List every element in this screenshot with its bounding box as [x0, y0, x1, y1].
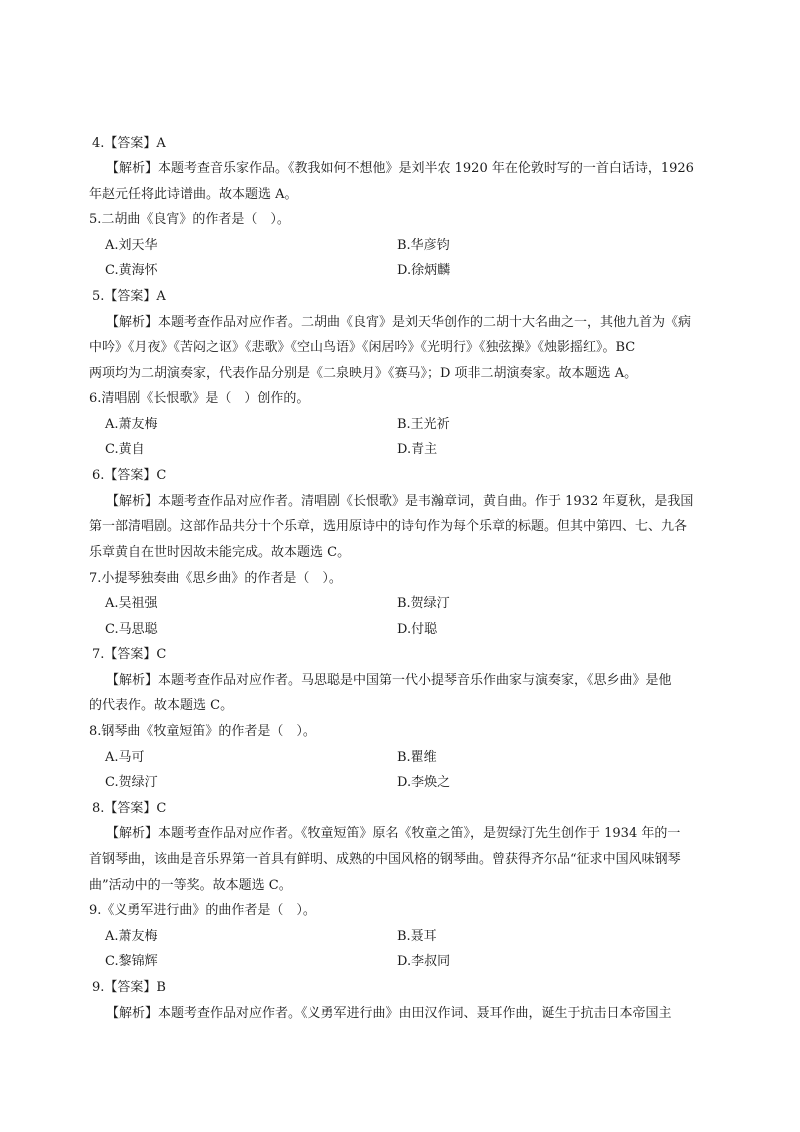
- answer-9: 9.【答案】B: [92, 980, 166, 995]
- explanation-5-line-1: 【解析】本题考查作品对应作者。二胡曲《良宵》是刘天华创作的二胡十大名曲之一，其他九首为《病: [106, 315, 692, 330]
- question-8-option-d: D.李焕之: [397, 775, 451, 790]
- question-5-option-c: C.黄海怀: [105, 263, 158, 278]
- question-6: 6.清唱剧《长恨歌》是（ ）创作的。: [89, 391, 310, 406]
- question-6-option-c: C.黄自: [105, 442, 145, 457]
- answer-7: 7.【答案】C: [92, 647, 167, 662]
- question-8: 8.钢琴曲《牧童短笛》的作者是（ ）。: [89, 724, 316, 739]
- answer-6: 6.【答案】C: [92, 468, 167, 483]
- answer-8: 8.【答案】C: [92, 801, 167, 816]
- question-8-option-a: A.马可: [105, 750, 145, 765]
- explanation-8-line-2: 首钢琴曲，该曲是音乐界第一首具有鲜明、成熟的中国风格的钢琴曲。曾获得齐尔品“征求中国风味钢琴: [89, 852, 681, 867]
- explanation-6-line-1: 【解析】本题考查作品对应作者。清唱剧《长恨歌》是韦瀚章词，黄自曲。作于 1932 年夏秋，是我国: [106, 494, 694, 509]
- question-7-option-c: C.马思聪: [105, 622, 158, 637]
- question-6-option-b: B.王光祈: [397, 417, 450, 432]
- explanation-7-line-2: 的代表作。故本题选 C。: [89, 698, 234, 713]
- question-8-option-c: C.贺绿汀: [105, 775, 158, 790]
- explanation-8-line-3: 曲”活动中的一等奖。故本题选 C。: [89, 878, 292, 893]
- explanation-6-line-2: 第一部清唱剧。这部作品共分十个乐章，选用原诗中的诗句作为每个乐章的标题。但其中第四、七、九各: [89, 519, 688, 534]
- explanation-9-line-1: 【解析】本题考查作品对应作者。《义勇军进行曲》由田汉作词、聂耳作曲，诞生于抗击日本帝国主: [106, 1006, 672, 1021]
- question-7-option-d: D.付聪: [397, 622, 438, 637]
- question-9: 9.《义勇军进行曲》的曲作者是（ ）。: [89, 903, 316, 918]
- explanation-5-line-2: 中吟》《月夜》《苦闷之讴》《悲歌》《空山鸟语》《闲居吟》《光明行》《独弦操》《烛影摇红》。BC: [89, 340, 636, 355]
- question-7: 7.小提琴独奏曲《思乡曲》的作者是（ ）。: [89, 571, 342, 586]
- explanation-4-line-1: 【解析】本题考查音乐家作品。《教我如何不想他》是刘半农 1920 年在伦敦时写的一首白话诗，1926: [106, 161, 694, 176]
- question-9-option-b: B.聂耳: [397, 929, 437, 944]
- answer-5: 5.【答案】A: [92, 289, 166, 304]
- explanation-8-line-1: 【解析】本题考查作品对应作者。《牧童短笛》原名《牧童之笛》，是贺绿汀先生创作于 1934 年的一: [106, 826, 681, 841]
- question-6-option-a: A.萧友梅: [105, 417, 158, 432]
- question-5-option-b: B.华彦钧: [397, 238, 450, 253]
- explanation-5-line-3: 两项均为二胡演奏家，代表作品分别是《二泉映月》《赛马》；D 项非二胡演奏家。故本题选 A。: [89, 366, 638, 381]
- explanation-6-line-3: 乐章黄自在世时因故未能完成。故本题选 C。: [89, 545, 351, 560]
- question-5-option-a: A.刘天华: [105, 238, 158, 253]
- answer-4: 4.【答案】A: [92, 136, 166, 151]
- question-9-option-a: A.萧友梅: [105, 929, 158, 944]
- question-8-option-b: B.瞿维: [397, 750, 437, 765]
- question-9-option-d: D.李叔同: [397, 954, 451, 969]
- question-7-option-a: A.吴祖强: [105, 596, 158, 611]
- explanation-4-line-2: 年赵元任将此诗谱曲。故本题选 A。: [89, 187, 298, 202]
- question-9-option-c: C.黎锦辉: [105, 954, 158, 969]
- question-6-option-d: D.青主: [397, 442, 438, 457]
- question-7-option-b: B.贺绿汀: [397, 596, 450, 611]
- explanation-7-line-1: 【解析】本题考查作品对应作者。马思聪是中国第一代小提琴音乐作曲家与演奏家，《思乡曲》是他: [106, 673, 672, 688]
- question-5-option-d: D.徐炳麟: [397, 263, 451, 278]
- question-5: 5.二胡曲《良宵》的作者是（ ）。: [89, 212, 290, 227]
